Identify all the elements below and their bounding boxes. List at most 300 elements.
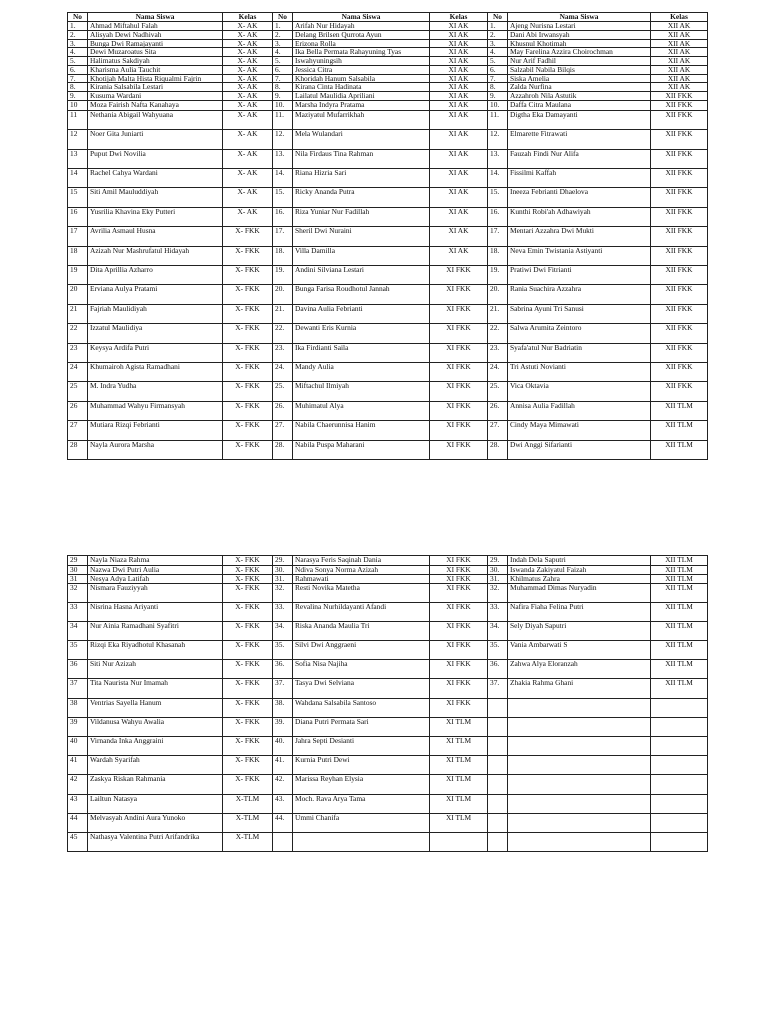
cell-no: 29.: [488, 556, 508, 566]
cell-kelas: XII TLM: [651, 421, 708, 440]
table-row: [68, 65, 708, 74]
cell-no: 3.: [273, 39, 293, 48]
cell-no: 36: [68, 660, 88, 679]
cell-kelas: XII TLM: [651, 401, 708, 420]
cell-no: 19.: [488, 266, 508, 285]
cell-kelas: XI FKK: [430, 698, 488, 717]
table-row: [68, 794, 708, 813]
cell-no: 37.: [273, 679, 293, 698]
cell-kelas: XI FKK: [430, 266, 488, 285]
cell-kelas: XII TLM: [651, 566, 708, 575]
cell-nama: Nayla Aurora Marsha: [88, 440, 223, 459]
cell-nama: Nayla Niaza Rahma: [88, 556, 223, 566]
cell-kelas: X- FKK: [223, 343, 273, 362]
cell-kelas: XII TLM: [651, 574, 708, 583]
cell-kelas: XII FKK: [651, 100, 708, 110]
table-row: [68, 149, 708, 168]
cell-nama: Muhammad Wahyu Firmansyah: [88, 401, 223, 420]
cell-nama: Moch. Rava Arya Tama: [293, 794, 430, 813]
cell-kelas: XI AK: [430, 57, 488, 66]
cell-no: 33.: [488, 602, 508, 621]
cell-no: 23.: [488, 343, 508, 362]
cell-kelas: X- FKK: [223, 679, 273, 698]
cell-no: 32: [68, 583, 88, 602]
cell-no: 44: [68, 813, 88, 832]
cell-kelas: XI FKK: [430, 641, 488, 660]
cell-kelas: X- AK: [223, 57, 273, 66]
table-row: [68, 188, 708, 207]
cell-nama: Marissa Reyhan Elysia: [293, 775, 430, 794]
cell-no: 9.: [488, 92, 508, 101]
cell-nama: Siti Nur Azizah: [88, 660, 223, 679]
cell-no: 8.: [68, 83, 88, 92]
table-row: [68, 110, 708, 129]
cell-kelas: XI TLM: [430, 717, 488, 736]
cell-nama: Nur Ainia Ramadhani Syafitri: [88, 621, 223, 640]
cell-no: 44.: [273, 813, 293, 832]
cell-kelas: XII AK: [651, 65, 708, 74]
cell-kelas: XII TLM: [651, 660, 708, 679]
cell-nama: Kusuma Wardani: [88, 92, 223, 101]
cell-kelas: XII TLM: [651, 641, 708, 660]
cell-nama: Nafira Fiaha Felina Putri: [508, 602, 651, 621]
cell-no: 38: [68, 698, 88, 717]
cell-nama: Vica Oktavia: [508, 382, 651, 401]
cell-nama: Jessica Citra: [293, 65, 430, 74]
cell-kelas: X- AK: [223, 83, 273, 92]
cell-kelas: XI AK: [430, 130, 488, 149]
table-row: [68, 304, 708, 323]
cell-nama: Siti Amil Mauluddiyah: [88, 188, 223, 207]
cell-no: 29.: [273, 556, 293, 566]
cell-nama: Moza Fairish Nafta Kanahaya: [88, 100, 223, 110]
cell-kelas: X- AK: [223, 30, 273, 39]
cell-no: 34.: [273, 621, 293, 640]
cell-kelas: XII FKK: [651, 285, 708, 304]
cell-no: 5.: [68, 57, 88, 66]
cell-no: 22.: [273, 324, 293, 343]
cell-kelas: XI AK: [430, 30, 488, 39]
cell-nama: Annisa Aulia Fadillah: [508, 401, 651, 420]
cell-kelas: XII FKK: [651, 130, 708, 149]
cell-no: 42.: [273, 775, 293, 794]
cell-nama: Ventrias Sayella Hanum: [88, 698, 223, 717]
cell-nama: Marsha Indyra Pratama: [293, 100, 430, 110]
cell-nama: Fissilmi Kaffah: [508, 169, 651, 188]
cell-no: 26.: [273, 401, 293, 420]
cell-nama: Maziyatul Mufarrikhah: [293, 110, 430, 129]
cell-kelas: XII FKK: [651, 188, 708, 207]
header-no: No: [488, 13, 508, 22]
cell-kelas: XI AK: [430, 48, 488, 57]
cell-nama: Dewi Muzaroatus Sita: [88, 48, 223, 57]
cell-nama: Nismara Fauziyyah: [88, 583, 223, 602]
cell-kelas: [651, 775, 708, 794]
table-row: [68, 266, 708, 285]
header-nama: Nama Siswa: [88, 13, 223, 22]
cell-no: 34.: [488, 621, 508, 640]
cell-kelas: XI AK: [430, 149, 488, 168]
cell-nama: Keysya Ardifa Putri: [88, 343, 223, 362]
cell-no: 36.: [273, 660, 293, 679]
cell-kelas: X- FKK: [223, 641, 273, 660]
table-row: [68, 566, 708, 575]
cell-no: 7.: [68, 74, 88, 83]
cell-kelas: XI AK: [430, 65, 488, 74]
cell-nama: Dita Aprillia Azharro: [88, 266, 223, 285]
cell-no: 37: [68, 679, 88, 698]
cell-kelas: X- FKK: [223, 698, 273, 717]
cell-nama: Davina Aulia Febrianti: [293, 304, 430, 323]
cell-no: 33: [68, 602, 88, 621]
cell-kelas: XI AK: [430, 22, 488, 31]
cell-no: 41.: [273, 756, 293, 775]
cell-kelas: XI TLM: [430, 775, 488, 794]
cell-nama: Nisrina Hasna Ariyanti: [88, 602, 223, 621]
cell-kelas: XI AK: [430, 188, 488, 207]
cell-no: 24.: [488, 362, 508, 381]
cell-nama: Iswahyuningsih: [293, 57, 430, 66]
cell-nama: Lailatul Maulidia Apriliani: [293, 92, 430, 101]
cell-no: 26.: [488, 401, 508, 420]
cell-nama: Tasya Dwi Selviana: [293, 679, 430, 698]
cell-no: [488, 756, 508, 775]
cell-nama: Zahwa Alya Eloranzah: [508, 660, 651, 679]
cell-kelas: X- FKK: [223, 324, 273, 343]
cell-nama: Dwi Anggi Sifarianti: [508, 440, 651, 459]
cell-no: 31.: [273, 574, 293, 583]
cell-nama: Digtha Eka Damayanti: [508, 110, 651, 129]
table-body: [68, 22, 708, 460]
cell-no: 33.: [273, 602, 293, 621]
cell-kelas: XI AK: [430, 169, 488, 188]
cell-nama: Avrilia Asmaul Husna: [88, 227, 223, 246]
cell-no: 11.: [488, 110, 508, 129]
cell-nama: May Farelina Azzira Choirochman: [508, 48, 651, 57]
cell-no: 17.: [273, 227, 293, 246]
cell-no: 2.: [273, 30, 293, 39]
cell-no: 20: [68, 285, 88, 304]
cell-nama: Rania Suachira Azzahra: [508, 285, 651, 304]
cell-kelas: X- FKK: [223, 304, 273, 323]
cell-nama: Jahra Septi Desianti: [293, 737, 430, 756]
table-row: [68, 756, 708, 775]
table-row: [68, 698, 708, 717]
cell-nama: Diana Putri Permata Sari: [293, 717, 430, 736]
table-row: [68, 813, 708, 832]
cell-no: 43.: [273, 794, 293, 813]
cell-nama: Siska Amelia: [508, 74, 651, 83]
cell-kelas: XII TLM: [651, 440, 708, 459]
cell-no: 30.: [488, 566, 508, 575]
cell-nama: [508, 698, 651, 717]
cell-kelas: XII AK: [651, 48, 708, 57]
header-nama: Nama Siswa: [508, 13, 651, 22]
cell-no: 6.: [68, 65, 88, 74]
cell-kelas: X- FKK: [223, 246, 273, 265]
cell-no: 37.: [488, 679, 508, 698]
table-row: [68, 92, 708, 101]
cell-kelas: XII FKK: [651, 92, 708, 101]
cell-nama: Riza Yuniar Nur Fadillah: [293, 207, 430, 226]
cell-kelas: X- FKK: [223, 566, 273, 575]
cell-nama: Muhammad Dimas Nuryadin: [508, 583, 651, 602]
cell-no: 1.: [488, 22, 508, 31]
cell-nama: Fajriah Maulidiyah: [88, 304, 223, 323]
cell-no: 19.: [273, 266, 293, 285]
cell-kelas: XI FKK: [430, 382, 488, 401]
cell-kelas: X- AK: [223, 207, 273, 226]
cell-no: 43: [68, 794, 88, 813]
cell-no: 15: [68, 188, 88, 207]
cell-no: 27.: [273, 421, 293, 440]
cell-kelas: X- FKK: [223, 621, 273, 640]
cell-nama: Yusrilia Khavina Eky Putteri: [88, 207, 223, 226]
cell-kelas: XI AK: [430, 227, 488, 246]
cell-no: 28: [68, 440, 88, 459]
header-kelas: Kelas: [430, 13, 488, 22]
table-row: [68, 382, 708, 401]
cell-kelas: XI FKK: [430, 421, 488, 440]
cell-kelas: X- AK: [223, 149, 273, 168]
cell-no: 4.: [273, 48, 293, 57]
header-nama: Nama Siswa: [293, 13, 430, 22]
cell-no: 32.: [488, 583, 508, 602]
cell-nama: [508, 794, 651, 813]
cell-nama: Riana Hizria Sari: [293, 169, 430, 188]
cell-nama: Ajeng Nurisna Lestari: [508, 22, 651, 31]
table-row: [68, 227, 708, 246]
cell-no: 18.: [488, 246, 508, 265]
cell-kelas: X-TLM: [223, 794, 273, 813]
cell-nama: Khusnul Khotimah: [508, 39, 651, 48]
table-row: [68, 22, 708, 31]
cell-kelas: XI AK: [430, 207, 488, 226]
cell-nama: Silvi Dwi Anggraeni: [293, 641, 430, 660]
cell-no: 10.: [488, 100, 508, 110]
cell-nama: [508, 832, 651, 851]
cell-kelas: XI FKK: [430, 343, 488, 362]
cell-kelas: [651, 813, 708, 832]
cell-no: 34: [68, 621, 88, 640]
cell-nama: Sabrina Ayuni Tri Sanusi: [508, 304, 651, 323]
table-row: [68, 440, 708, 459]
cell-nama: Arifah Nur Hidayah: [293, 22, 430, 31]
cell-kelas: X- AK: [223, 130, 273, 149]
cell-nama: Puput Dwi Novilia: [88, 149, 223, 168]
cell-kelas: XII AK: [651, 39, 708, 48]
cell-kelas: X- FKK: [223, 574, 273, 583]
cell-kelas: X- FKK: [223, 401, 273, 420]
cell-no: 39.: [273, 717, 293, 736]
cell-no: 25.: [488, 382, 508, 401]
cell-kelas: X- FKK: [223, 583, 273, 602]
cell-nama: Vildanusa Wahyu Awalia: [88, 717, 223, 736]
cell-kelas: [651, 756, 708, 775]
table-row: [68, 717, 708, 736]
table-row: [68, 621, 708, 640]
cell-no: 12: [68, 130, 88, 149]
cell-nama: [508, 813, 651, 832]
cell-no: 3.: [488, 39, 508, 48]
cell-no: [488, 737, 508, 756]
cell-nama: Kirania Salsabila Lestari: [88, 83, 223, 92]
cell-nama: Sheril Dwi Nuraini: [293, 227, 430, 246]
cell-no: 2.: [488, 30, 508, 39]
cell-no: 35: [68, 641, 88, 660]
cell-nama: Miftachul Ilmiyah: [293, 382, 430, 401]
cell-no: 3.: [68, 39, 88, 48]
cell-nama: Khilmatus Zahra: [508, 574, 651, 583]
table-body: [68, 556, 708, 852]
cell-no: 7.: [273, 74, 293, 83]
cell-kelas: XII AK: [651, 30, 708, 39]
table-row: [68, 100, 708, 110]
cell-no: [488, 832, 508, 851]
cell-kelas: XII TLM: [651, 621, 708, 640]
table-row: [68, 660, 708, 679]
cell-no: 26: [68, 401, 88, 420]
cell-no: [488, 717, 508, 736]
cell-kelas: XII FKK: [651, 362, 708, 381]
cell-no: [488, 698, 508, 717]
cell-kelas: XII FKK: [651, 324, 708, 343]
table-row: [68, 30, 708, 39]
cell-kelas: XI AK: [430, 246, 488, 265]
table-row: [68, 39, 708, 48]
cell-no: 23: [68, 343, 88, 362]
cell-nama: Ummi Chanifa: [293, 813, 430, 832]
cell-nama: Lailtun Natasya: [88, 794, 223, 813]
cell-nama: Salwa Arumita Zeintoro: [508, 324, 651, 343]
cell-kelas: [430, 832, 488, 851]
cell-no: 27: [68, 421, 88, 440]
cell-no: 35.: [273, 641, 293, 660]
cell-nama: Dewanti Eris Kurnia: [293, 324, 430, 343]
cell-kelas: X- FKK: [223, 660, 273, 679]
cell-kelas: [651, 832, 708, 851]
cell-kelas: XII FKK: [651, 382, 708, 401]
cell-kelas: X-TLM: [223, 832, 273, 851]
cell-nama: Noer Gita Juniarti: [88, 130, 223, 149]
cell-nama: Tita Naurista Nur Imamah: [88, 679, 223, 698]
cell-nama: Pratiwi Dwi Fitrianti: [508, 266, 651, 285]
cell-kelas: XI AK: [430, 100, 488, 110]
table-row: [68, 602, 708, 621]
cell-no: 24: [68, 362, 88, 381]
cell-no: 12.: [273, 130, 293, 149]
table-row: [68, 574, 708, 583]
cell-nama: Azizah Nur Mashrufatul Hidayah: [88, 246, 223, 265]
cell-kelas: XI FKK: [430, 362, 488, 381]
cell-kelas: XI FKK: [430, 574, 488, 583]
cell-nama: Rizqi Eka Riyadhotul Khasanah: [88, 641, 223, 660]
cell-no: 24.: [273, 362, 293, 381]
cell-no: 21.: [488, 304, 508, 323]
cell-nama: Ika Firdianti Saila: [293, 343, 430, 362]
cell-kelas: XI FKK: [430, 401, 488, 420]
cell-no: 14.: [273, 169, 293, 188]
header-kelas: Kelas: [651, 13, 708, 22]
student-table-top: [67, 12, 708, 460]
cell-no: 10: [68, 100, 88, 110]
cell-nama: Syafa'atul Nur Badriatin: [508, 343, 651, 362]
cell-no: 21: [68, 304, 88, 323]
cell-nama: Izzatul Maulidiya: [88, 324, 223, 343]
cell-nama: Bunga Farisa Roudhotul Jannah: [293, 285, 430, 304]
cell-no: 9.: [68, 92, 88, 101]
cell-kelas: XI AK: [430, 83, 488, 92]
cell-no: 5.: [488, 57, 508, 66]
table-row: [68, 362, 708, 381]
cell-nama: Kirana Cinta Hadinata: [293, 83, 430, 92]
cell-nama: Alisyah Dewi Nadhivah: [88, 30, 223, 39]
cell-nama: Nabila Puspa Maharani: [293, 440, 430, 459]
cell-kelas: XI FKK: [430, 556, 488, 566]
cell-kelas: XII FKK: [651, 266, 708, 285]
cell-nama: Riska Ananda Maulia Tri: [293, 621, 430, 640]
table-row: [68, 83, 708, 92]
cell-nama: Nesya Adya Latifah: [88, 574, 223, 583]
cell-nama: [293, 832, 430, 851]
cell-no: 20.: [273, 285, 293, 304]
cell-nama: Iswanda Zakiyatul Faizah: [508, 566, 651, 575]
table-row: [68, 737, 708, 756]
cell-no: 32.: [273, 583, 293, 602]
cell-kelas: XII TLM: [651, 583, 708, 602]
cell-no: 11.: [273, 110, 293, 129]
cell-kelas: XI FKK: [430, 621, 488, 640]
cell-nama: Muhimatul Alya: [293, 401, 430, 420]
cell-no: 40.: [273, 737, 293, 756]
cell-kelas: XII FKK: [651, 149, 708, 168]
cell-kelas: XII FKK: [651, 169, 708, 188]
student-table-bottom: [67, 555, 708, 852]
cell-nama: Cindy Maya Mimawati: [508, 421, 651, 440]
cell-nama: Elmarette Fitrawati: [508, 130, 651, 149]
cell-nama: Nila Firdaus Tina Rahman: [293, 149, 430, 168]
cell-no: 22.: [488, 324, 508, 343]
cell-no: 6.: [273, 65, 293, 74]
cell-nama: Mutiara Rizqi Febrianti: [88, 421, 223, 440]
cell-no: 29: [68, 556, 88, 566]
cell-nama: Kharisma Aulia Tauchit: [88, 65, 223, 74]
cell-nama: M. Indra Yudha: [88, 382, 223, 401]
cell-nama: Mela Wulandari: [293, 130, 430, 149]
cell-kelas: XI FKK: [430, 660, 488, 679]
cell-kelas: XI FKK: [430, 583, 488, 602]
table-row: [68, 324, 708, 343]
cell-kelas: X- FKK: [223, 285, 273, 304]
cell-kelas: XII FKK: [651, 110, 708, 129]
cell-kelas: X- AK: [223, 74, 273, 83]
cell-nama: Khotijah Malta Hista Riqualmi Fajrin: [88, 74, 223, 83]
cell-no: 25: [68, 382, 88, 401]
cell-no: 31.: [488, 574, 508, 583]
cell-no: 8.: [488, 83, 508, 92]
cell-kelas: XI FKK: [430, 566, 488, 575]
cell-nama: Indah Dela Saputri: [508, 556, 651, 566]
cell-kelas: XII TLM: [651, 679, 708, 698]
cell-nama: Nabila Chaerunnisa Hanim: [293, 421, 430, 440]
cell-nama: Dani Abi Irwansyah: [508, 30, 651, 39]
cell-no: 1.: [273, 22, 293, 31]
table-row: [68, 169, 708, 188]
cell-nama: Halimatus Sakdiyah: [88, 57, 223, 66]
cell-nama: Zhakia Rahma Ghani: [508, 679, 651, 698]
cell-nama: Bunga Dwi Ramajayanti: [88, 39, 223, 48]
cell-nama: [508, 756, 651, 775]
